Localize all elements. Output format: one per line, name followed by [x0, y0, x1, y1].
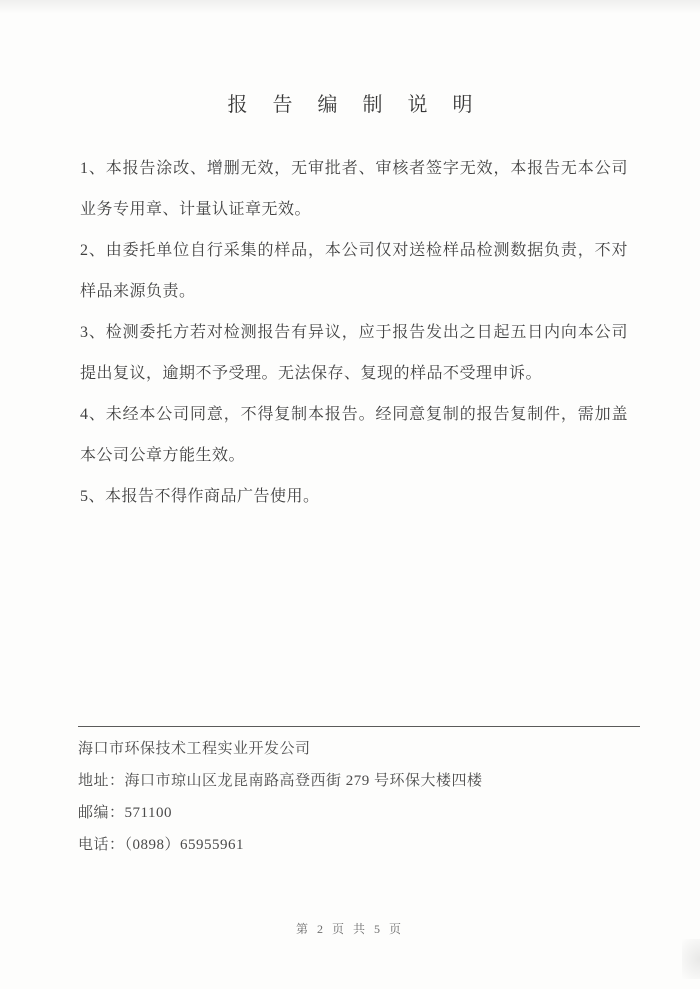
footer-company-name: 海口市环保技术工程实业开发公司 — [78, 741, 311, 757]
instruction-item-5: 5、本报告不得作商品广告使用。 — [80, 488, 320, 505]
document-title: 报 告 编 制 说 明 — [227, 94, 483, 116]
document-footer — [78, 726, 640, 861]
scan-corner-artifact — [682, 939, 700, 979]
instruction-item-4: 4、未经本公司同意，不得复制本报告。经同意复制的报告复制件，需加盖本公司公章方能生效。 — [80, 406, 628, 464]
instruction-item-2: 2、由委托单位自行采集的样品，本公司仅对送检样品检测数据负责，不对样品来源负责。 — [80, 242, 628, 300]
page-number-indicator: 第 2 页 共 5 页 — [295, 922, 404, 936]
instruction-item-3: 3、检测委托方若对检测报告有异议，应于报告发出之日起五日内向本公司提出复议，逾期不予受理。无法保存、复现的样品不受理申诉。 — [80, 324, 628, 382]
footer-phone: 电话：（0898）65955961 — [78, 837, 245, 853]
footer-postcode: 邮编：571100 — [78, 805, 172, 821]
document-body — [80, 148, 628, 517]
instruction-item-1: 1、本报告涂改、增删无效，无审批者、审核者签字无效，本报告无本公司业务专用章、计量认证章无效。 — [80, 160, 628, 218]
footer-address: 地址：海口市琼山区龙昆南路高登西街 279 号环保大楼四楼 — [78, 773, 483, 789]
